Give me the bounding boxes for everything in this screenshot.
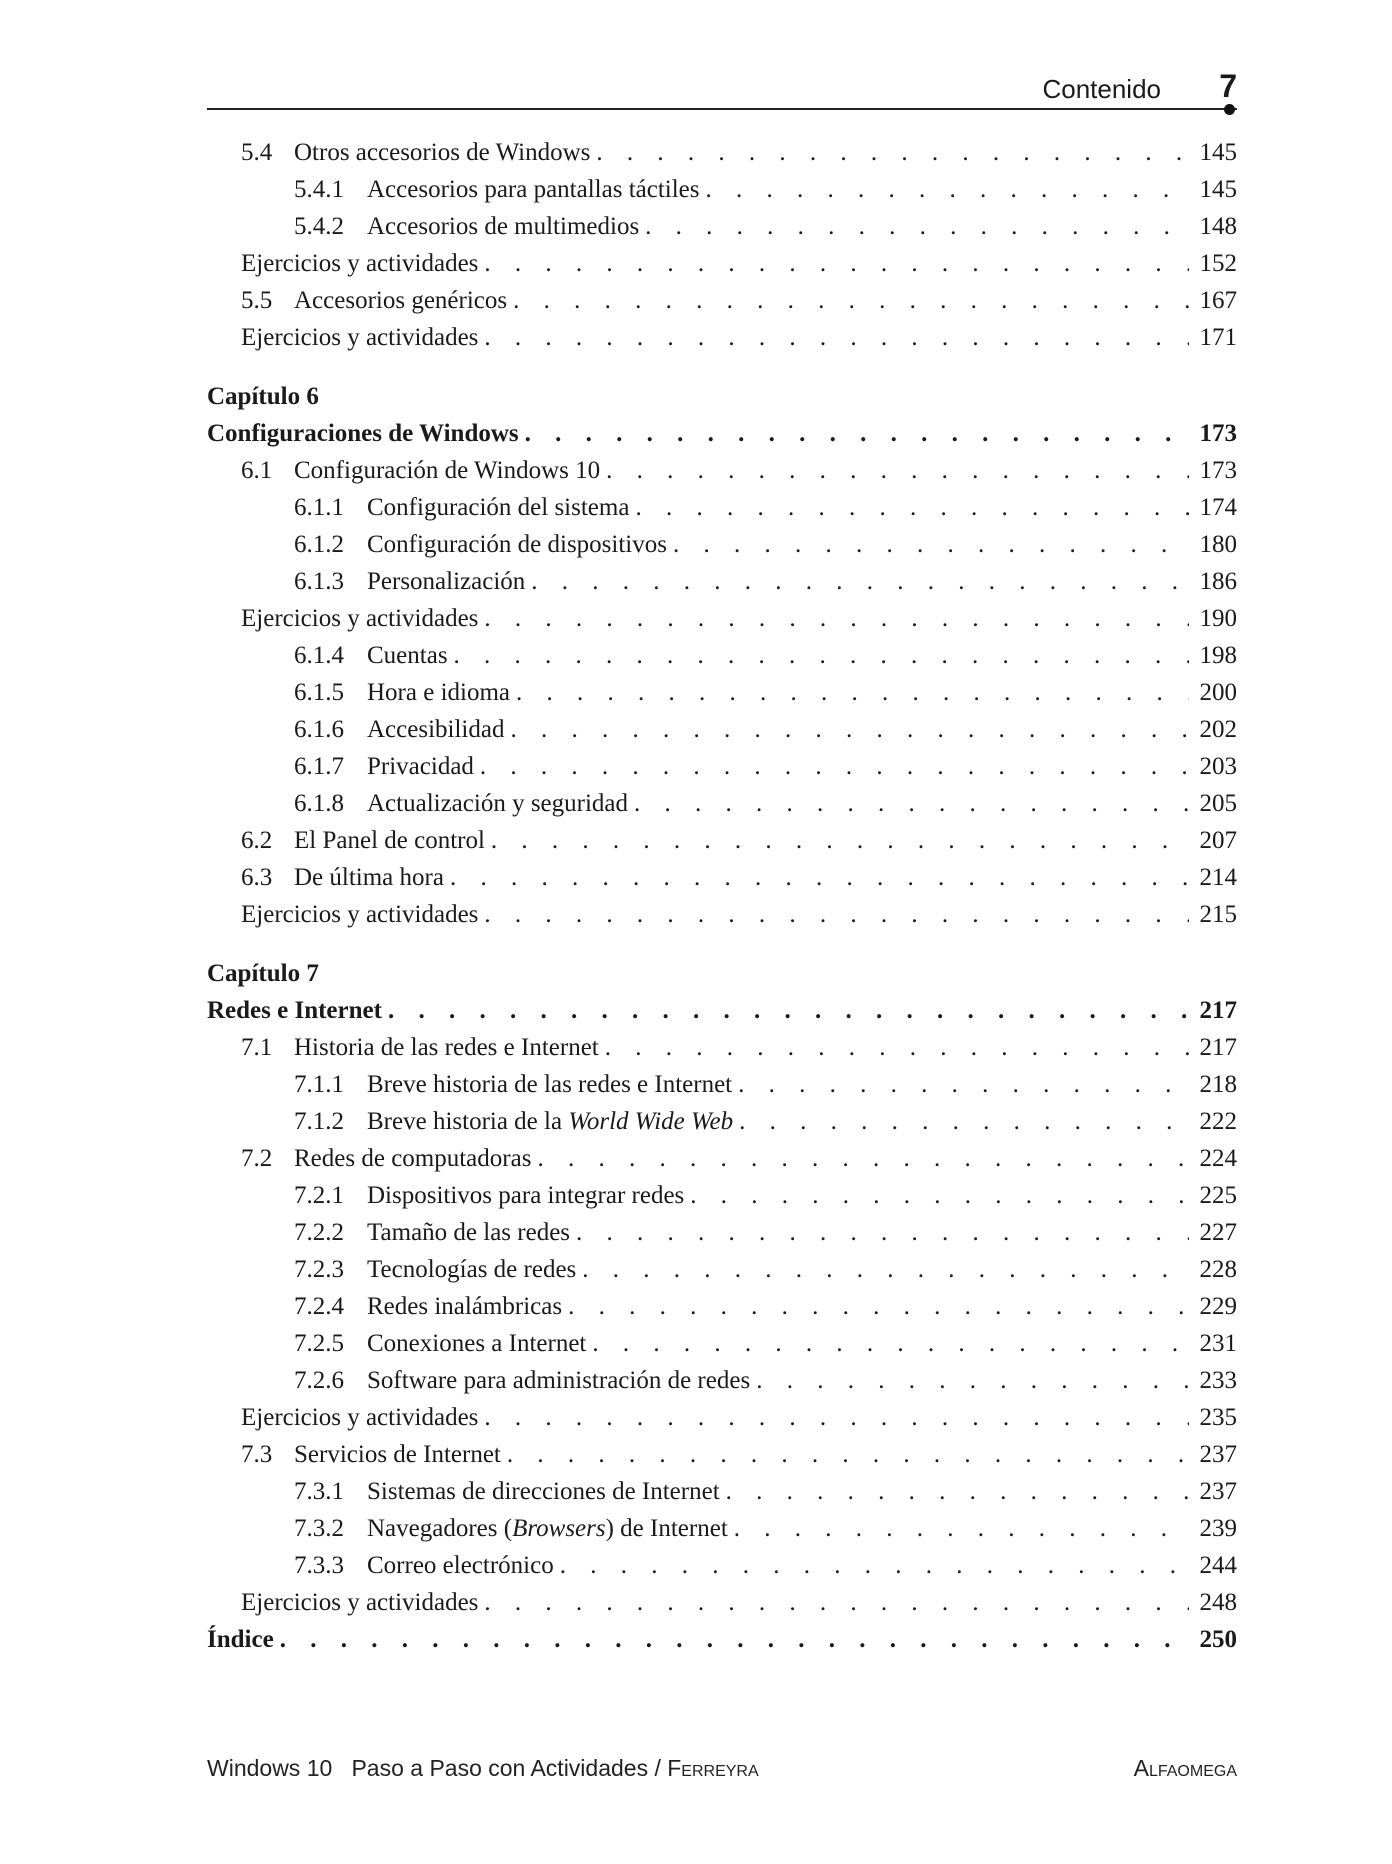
toc-entry[interactable]	[207, 785, 1237, 822]
toc-entry-number: 6.1.3	[294, 568, 344, 595]
toc-entry[interactable]	[207, 1547, 1237, 1584]
toc-entry-page: 171	[1199, 324, 1237, 351]
toc-entry-page: 152	[1199, 250, 1237, 277]
toc-entry-page: 237	[1199, 1478, 1237, 1505]
toc-entry[interactable]	[207, 1029, 1237, 1066]
toc-entry-number: 7.2	[241, 1145, 273, 1172]
toc-dot-leader	[733, 1103, 1189, 1140]
footer-author: Ferreyra	[667, 1755, 759, 1781]
toc-dot-leader	[519, 415, 1189, 452]
toc-entry-title: Ejercicios y actividades	[241, 901, 479, 928]
toc-entry-title: Accesibilidad	[367, 716, 505, 743]
toc-entry[interactable]	[207, 134, 1237, 171]
toc-dot-leader	[570, 1214, 1189, 1251]
toc-entry-number: 6.1.6	[294, 716, 344, 743]
toc-dot-leader	[478, 245, 1189, 282]
toc-entry[interactable]	[207, 245, 1237, 282]
toc-entry-title: Tamaño de las redes	[367, 1219, 571, 1246]
toc-chapter-6	[207, 378, 1237, 933]
toc-entry-page: 190	[1199, 605, 1237, 632]
chapter-label: Capítulo 7	[207, 960, 319, 987]
toc-entry-number: 7.1	[241, 1034, 273, 1061]
toc-entry-number: 6.1.4	[294, 642, 344, 669]
toc-entry-title: Accesorios para pantallas táctiles	[367, 176, 700, 203]
toc-index-row[interactable]	[207, 1621, 1237, 1658]
footer-publisher: Alfaomega	[1133, 1755, 1237, 1781]
toc-entry[interactable]	[207, 563, 1237, 600]
toc-entry[interactable]	[207, 859, 1237, 896]
toc-dot-leader	[732, 1066, 1189, 1103]
toc-entry-page: 244	[1199, 1552, 1237, 1579]
toc-entry-number: 7.3	[241, 1441, 273, 1468]
toc-entry-title: Redes de computadoras	[294, 1145, 532, 1172]
toc-entry-page: 235	[1199, 1404, 1237, 1431]
toc-entry-number: 7.2.3	[294, 1256, 344, 1283]
toc-entry-title: Otros accesorios de Windows	[294, 139, 591, 166]
toc-dot-leader	[586, 1325, 1189, 1362]
toc-entry[interactable]	[207, 1473, 1237, 1510]
toc-dot-leader	[728, 1510, 1189, 1547]
toc-entry-number: 7.3.3	[294, 1552, 344, 1579]
toc-entry-page: 248	[1199, 1589, 1237, 1616]
toc-dot-leader	[444, 859, 1189, 896]
toc-entry-page: 222	[1199, 1108, 1237, 1135]
toc-entry-page: 200	[1199, 679, 1237, 706]
chapter-title: Configuraciones de Windows	[207, 420, 519, 447]
toc-entry-page: 217	[1199, 1034, 1237, 1061]
toc-entry[interactable]	[207, 1362, 1237, 1399]
toc-entry-title: Correo electrónico	[367, 1552, 554, 1579]
table-of-contents	[207, 134, 1237, 1658]
toc-chapter-title-row[interactable]	[207, 415, 1237, 452]
toc-dot-leader	[562, 1288, 1189, 1325]
toc-entry-number: 7.3.2	[294, 1515, 344, 1542]
toc-entry-page: 167	[1199, 287, 1237, 314]
toc-entry-title: Servicios de Internet	[294, 1441, 501, 1468]
toc-dot-leader	[639, 208, 1189, 245]
toc-entry-number: 6.1	[241, 457, 273, 484]
toc-entry-title: Accesorios de multimedios	[367, 213, 640, 240]
chapter-label: Capítulo 6	[207, 383, 319, 410]
toc-entry-page: 202	[1199, 716, 1237, 743]
toc-dot-leader	[684, 1177, 1189, 1214]
toc-entry-title: Actualización y seguridad	[367, 790, 629, 817]
toc-entry-page: 173	[1199, 457, 1237, 484]
toc-entry-number: 7.2.2	[294, 1219, 344, 1246]
toc-dot-leader	[478, 600, 1189, 637]
toc-entry[interactable]	[207, 1140, 1237, 1177]
toc-entry-title: Tecnologías de redes	[367, 1256, 577, 1283]
toc-entry-page: 231	[1199, 1330, 1237, 1357]
toc-entry-number: 6.2	[241, 827, 273, 854]
toc-entry-page: 186	[1199, 568, 1237, 595]
toc-entry[interactable]	[207, 282, 1237, 319]
toc-dot-leader	[628, 785, 1189, 822]
toc-entry-number: 7.1.2	[294, 1108, 344, 1135]
toc-dot-leader	[531, 1140, 1189, 1177]
toc-entry-title: Hora e idioma	[367, 679, 511, 706]
toc-entry[interactable]	[207, 1325, 1237, 1362]
toc-dot-leader	[501, 1436, 1189, 1473]
toc-entry[interactable]	[207, 1584, 1237, 1621]
toc-entry-title: Dispositivos para integrar redes	[367, 1182, 685, 1209]
toc-dot-leader	[382, 992, 1189, 1029]
toc-entry-title: Ejercicios y actividades	[241, 324, 479, 351]
toc-entry-page: 174	[1199, 494, 1237, 521]
toc-entry[interactable]	[207, 748, 1237, 785]
italic-term: Browsers	[512, 1515, 606, 1542]
toc-entry-title: Navegadores (Browsers) de Internet	[367, 1515, 728, 1542]
toc-entry-number: 6.1.7	[294, 753, 344, 780]
header-dot-ornament	[1224, 104, 1235, 115]
page-number: 7	[1219, 68, 1237, 104]
footer-book-title	[207, 1755, 759, 1782]
toc-entry-page: 250	[1199, 1626, 1237, 1653]
toc-entry[interactable]	[207, 674, 1237, 711]
toc-entry-number: 6.3	[241, 864, 273, 891]
toc-entry[interactable]	[207, 711, 1237, 748]
toc-entry-title: Breve historia de la World Wide Web	[367, 1108, 734, 1135]
toc-entry-number: 7.3.1	[294, 1478, 344, 1505]
toc-entry[interactable]	[207, 1066, 1237, 1103]
toc-entry[interactable]	[207, 1214, 1237, 1251]
toc-entry-title: Ejercicios y actividades	[241, 1589, 479, 1616]
toc-entry-page: 207	[1199, 827, 1237, 854]
toc-entry-number: 6.1.8	[294, 790, 344, 817]
toc-entry-number: 7.2.6	[294, 1367, 344, 1394]
toc-dot-leader	[478, 319, 1189, 356]
toc-entry-title: Privacidad	[367, 753, 474, 780]
toc-entry-page: 227	[1199, 1219, 1237, 1246]
toc-entry-page: 225	[1199, 1182, 1237, 1209]
toc-entry-title: Conexiones a Internet	[367, 1330, 587, 1357]
toc-entry-number: 6.1.1	[294, 494, 344, 521]
toc-entry-page: 214	[1199, 864, 1237, 891]
toc-entry-title: Ejercicios y actividades	[241, 250, 479, 277]
toc-entry-number: 7.2.1	[294, 1182, 344, 1209]
toc-dot-leader	[590, 134, 1189, 171]
toc-entry-title: Sistemas de direcciones de Internet	[367, 1478, 720, 1505]
toc-entry-title: Redes inalámbricas	[367, 1293, 563, 1320]
toc-entry-title: Ejercicios y actividades	[241, 605, 479, 632]
toc-entry-page: 198	[1199, 642, 1237, 669]
toc-entry[interactable]	[207, 171, 1237, 208]
toc-dot-leader	[504, 711, 1189, 748]
toc-entry[interactable]	[207, 1177, 1237, 1214]
toc-dot-leader	[478, 1584, 1189, 1621]
toc-dot-leader	[629, 489, 1189, 526]
toc-entry-title: Cuentas	[367, 642, 448, 669]
running-head-section: Contenido	[1042, 74, 1161, 104]
toc-entry[interactable]	[207, 208, 1237, 245]
toc-entry[interactable]	[207, 600, 1237, 637]
toc-dot-leader	[274, 1621, 1189, 1658]
toc-entry-number: 7.2.4	[294, 1293, 344, 1320]
toc-dot-leader	[720, 1473, 1189, 1510]
toc-entry-number: 5.4	[241, 139, 273, 166]
toc-entry-number: 5.4.2	[294, 213, 344, 240]
toc-entry-page: 239	[1199, 1515, 1237, 1542]
toc-entry-title: De última hora	[294, 864, 444, 891]
toc-entry[interactable]	[207, 1436, 1237, 1473]
toc-entry-title: Ejercicios y actividades	[241, 1404, 479, 1431]
toc-entry[interactable]	[207, 896, 1237, 933]
toc-entry[interactable]	[207, 637, 1237, 674]
toc-entry-page: 228	[1199, 1256, 1237, 1283]
toc-entry-title: El Panel de control	[294, 827, 485, 854]
toc-dot-leader	[478, 896, 1189, 933]
page-header	[207, 68, 1237, 110]
toc-dot-leader	[525, 563, 1189, 600]
toc-dot-leader	[554, 1547, 1189, 1584]
toc-entry-number: 7.1.1	[294, 1071, 344, 1098]
toc-entry-title: Configuración del sistema	[367, 494, 630, 521]
toc-entry-title: Historia de las redes e Internet	[294, 1034, 599, 1061]
index-title: Índice	[207, 1626, 274, 1653]
toc-entry-page: 148	[1199, 213, 1237, 240]
toc-entry-title: Software para administración de redes	[367, 1367, 751, 1394]
footer-title-text: Windows 10 Paso a Paso con Actividades /	[207, 1755, 668, 1781]
toc-entry-page: 205	[1199, 790, 1237, 817]
toc-chapter-7	[207, 955, 1237, 1621]
toc-entry-page: 237	[1199, 1441, 1237, 1468]
toc-entry[interactable]	[207, 1510, 1237, 1547]
toc-entry-title: Breve historia de las redes e Internet	[367, 1071, 733, 1098]
italic-term: World Wide Web	[568, 1108, 734, 1135]
toc-entry-number: 5.4.1	[294, 176, 344, 203]
toc-entry-page: 203	[1199, 753, 1237, 780]
toc-entry-title: Accesorios genéricos	[294, 287, 508, 314]
toc-entry-title: Personalización	[367, 568, 526, 595]
toc-dot-leader	[507, 282, 1189, 319]
toc-entry[interactable]	[207, 1399, 1237, 1436]
toc-entry-page: 145	[1199, 139, 1237, 166]
toc-dot-leader	[599, 1029, 1189, 1066]
toc-entry-title: Configuración de Windows 10	[294, 457, 601, 484]
toc-dot-leader	[485, 822, 1189, 859]
toc-entry[interactable]	[207, 822, 1237, 859]
toc-entry-page: 224	[1199, 1145, 1237, 1172]
toc-dot-leader	[667, 526, 1189, 563]
toc-entry[interactable]	[207, 1251, 1237, 1288]
toc-dot-leader	[474, 748, 1189, 785]
toc-dot-leader	[750, 1362, 1189, 1399]
toc-dot-leader	[510, 674, 1189, 711]
toc-dot-leader	[478, 1399, 1189, 1436]
toc-entry-page: 229	[1199, 1293, 1237, 1320]
toc-entry-page: 215	[1199, 901, 1237, 928]
toc-dot-leader	[700, 171, 1190, 208]
toc-entry-number: 7.2.5	[294, 1330, 344, 1357]
toc-entry-page: 233	[1199, 1367, 1237, 1394]
toc-entry-page: 173	[1199, 420, 1237, 447]
toc-entry-number: 6.1.2	[294, 531, 344, 558]
toc-entry-page: 217	[1199, 997, 1237, 1024]
toc-entry[interactable]	[207, 489, 1237, 526]
toc-entry-page: 218	[1199, 1071, 1237, 1098]
toc-chapter-title-row[interactable]	[207, 992, 1237, 1029]
toc-group-continuation	[207, 134, 1237, 356]
toc-entry-number: 6.1.5	[294, 679, 344, 706]
toc-entry-number: 5.5	[241, 287, 273, 314]
toc-entry[interactable]	[207, 1288, 1237, 1325]
toc-entry-page: 180	[1199, 531, 1237, 558]
toc-entry[interactable]	[207, 526, 1237, 563]
toc-entry[interactable]	[207, 1103, 1237, 1140]
toc-entry[interactable]	[207, 452, 1237, 489]
toc-dot-leader	[576, 1251, 1189, 1288]
chapter-title: Redes e Internet	[207, 997, 382, 1024]
toc-dot-leader	[600, 452, 1189, 489]
toc-entry-title: Configuración de dispositivos	[367, 531, 667, 558]
toc-entry-page: 145	[1199, 176, 1237, 203]
toc-entry[interactable]	[207, 319, 1237, 356]
toc-dot-leader	[448, 637, 1189, 674]
